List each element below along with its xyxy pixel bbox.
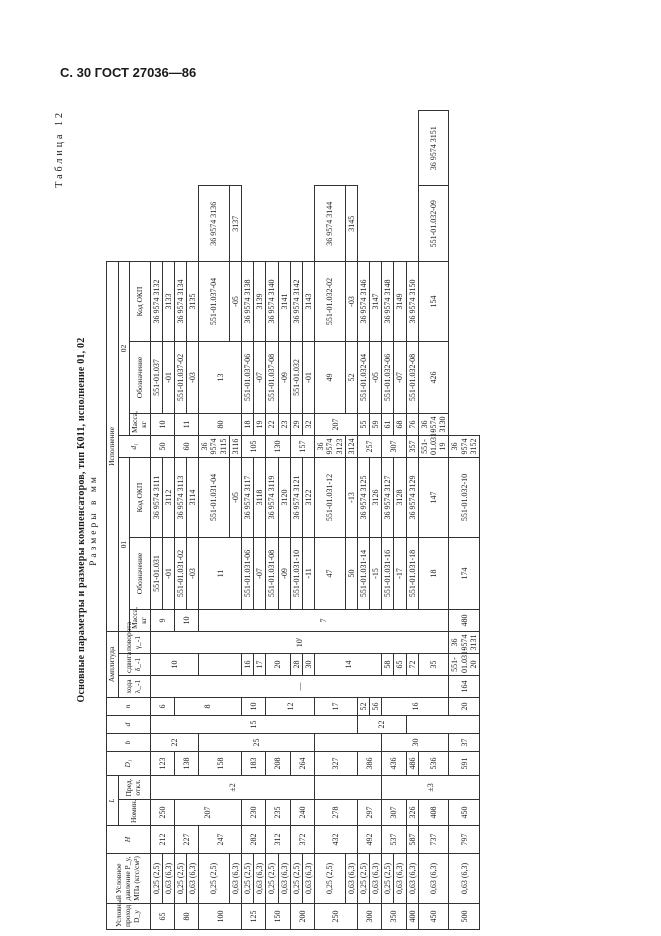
table-row: 350 0,25 (2,5) 537 307 ±3 436 30 16 58 551-01.031-16 36 9574 3127 307 61 551-01.032-06 36 9574 3148	[382, 111, 394, 930]
table-caption: Основные параметры и размеры компенсаторов, тип К011, исполнение 01, 02	[76, 337, 87, 703]
col-pressure: Условное давление P_у, МПа (кгс/см²)	[107, 854, 151, 904]
table-row: 0,63 (6,3) 17 -07 3118 19 -07 3139	[254, 111, 266, 930]
table-row: 0,63 (6,3) 50 -13 3124 52 -03 3145	[345, 111, 357, 930]
table-row: 65 0,25 (2,5) 212 250 ±2 123 22 15 6 — 10 10' 9 551-01.031 36 9574 3111 50 10 551-01.037 36 9574 3132	[150, 111, 162, 930]
col-L-nom: Номин.	[118, 800, 150, 826]
col-amp-rot: поворота γ_-1	[118, 631, 150, 653]
col-des-02: Обозначение	[130, 341, 150, 413]
col-L-tol: Пред. откл.	[118, 775, 150, 799]
table-row: 0,63 (6,3) -03 3114 -03 3135	[187, 111, 199, 930]
table-row: 400 0,63 (6,3) 587 326 486 72 551-01.031-18 36 9574 3129 357 76 551-01.032-08 36 9574 3150	[406, 111, 418, 930]
table-row: 0,63 (6,3) -01 3112 -01 3133	[162, 111, 174, 930]
table-row: 150 0,25 (2,5) 312 235 208 12 20 551-01.031-08 36 9574 3119 130 22 551-01.037-08 36 9574 3140	[266, 111, 278, 930]
page-header: С. 30 ГОСТ 27036—86	[60, 65, 197, 80]
table-row: 0,63 (6,3) 65 -17 3128 68 -07 3149	[394, 111, 406, 930]
col-amp-stroke: хода λ_-1	[118, 675, 150, 697]
table-row: 450 0,63 (6,3) 737 408 536 35 18 147 551-01.031-19 36 9574 3130 426 154 551-01.032-09 36 9574 3151	[418, 111, 449, 930]
col-L: L	[107, 775, 119, 825]
table-row: 500 0,63 (6,3) 797 450 591 37 20 164 551-01.031-20 36 9574 3131 480 174 551-01.032-10 36 9574 3152	[449, 111, 480, 930]
col-n: n	[107, 697, 151, 715]
col-mass-01: Масса, кг	[130, 609, 150, 631]
table-row: 250 0,25 (2,5) 432 278 327 17 14 47 551-01.031-12 36 9574 3123 207 49 551-01.032-02 36 9574 3144	[315, 111, 346, 930]
table-subcaption: Размеры в мм	[89, 474, 99, 566]
col-H: H	[107, 826, 151, 854]
col-okp-01: Код ОКП	[130, 457, 150, 537]
col-b: b	[107, 733, 151, 751]
table-number: Таблица 12	[54, 110, 65, 188]
col-D1: D₁	[107, 751, 151, 775]
table-row: 300 0,25 (2,5) 492 297 386 22 52 551-01.031-14 36 9574 3125 257 55 551-01.032-04 36 9574 3146	[357, 111, 369, 930]
col-amplitude: Амплитуда	[107, 631, 119, 697]
col-okp-02: Код ОКП	[130, 261, 150, 341]
col-dn: Условный проход D_у	[107, 904, 151, 930]
parameters-table	[106, 110, 480, 930]
rotated-table-block	[54, 110, 606, 930]
table-row: 80 0,25 (2,5) 227 207 138 8 10 551-01.031-02 36 9574 3113 60 11 551-01.037-02 36 9574 3134	[174, 111, 186, 930]
col-d1: d₁	[118, 435, 150, 457]
col-ex01: 01	[118, 457, 130, 631]
table-row: 0,63 (6,3) 56 -15 3126 59 -05 3147	[370, 111, 382, 930]
table-row: 125 0,25 (2,5) 282 230 183 10 16 551-01.031-06 36 9574 3117 105 18 551-01.037-06 36 9574 3138	[242, 111, 254, 930]
col-mass-02: Масса, кг	[130, 413, 150, 435]
col-d: d	[107, 715, 151, 733]
table-row: 0,63 (6,3) -05 3116 -05 3137	[229, 111, 241, 930]
col-des-01: Обозначение	[130, 537, 150, 609]
col-ex02: 02	[118, 261, 130, 435]
table-row: 200 0,25 (2,5) 372 240 264 28 551-01.031-10 36 9574 3121 157 29 551-01.032 36 9574 3142	[290, 111, 302, 930]
col-amp-shift: сдвига δ_-1	[118, 653, 150, 675]
col-execution: Исполнение	[107, 261, 119, 631]
table-row: 100 0,25 (2,5) 247 158 25 7 11 551-01.031-04 36 9574 3115 80 13 551-01.037-04 36 9574 3136	[199, 111, 230, 930]
table-row: 0,63 (6,3) 30 -11 3122 32 -01 3143	[302, 111, 314, 930]
table-row: 0,63 (6,3) -09 3120 23 -09 3141	[278, 111, 290, 930]
